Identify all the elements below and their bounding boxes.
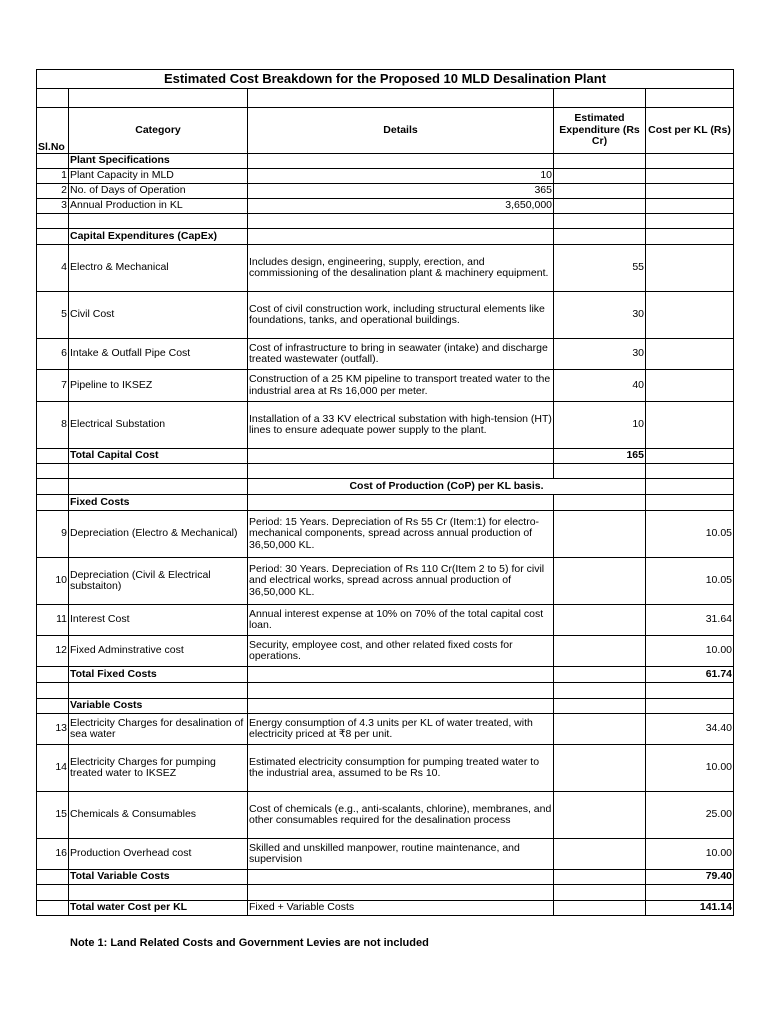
blank-row	[37, 89, 734, 108]
sl-no: 3	[37, 199, 69, 214]
header-cost-per-kl: Cost per KL (Rs)	[646, 108, 734, 154]
header-row	[37, 108, 734, 154]
details-cell: Installation of a 33 KV electrical substation with high-tension (HT) lines to ensure adequate power supply to the plant.	[248, 402, 554, 449]
sl-no: 2	[37, 184, 69, 199]
details-cell: 10	[248, 169, 554, 184]
blank-row	[37, 885, 734, 901]
total-fixed-label: Total Fixed Costs	[69, 667, 248, 683]
category-cell: Electricity Charges for pumping treated water to IKSEZ	[69, 745, 248, 792]
table-row	[37, 636, 734, 667]
sl-no: 4	[37, 245, 69, 292]
sl-no: 1	[37, 169, 69, 184]
grand-total-value: 141.14	[646, 901, 734, 916]
table-row	[37, 370, 734, 402]
table-row	[37, 511, 734, 558]
details-cell: Cost of chemicals (e.g., anti-scalants, chlorine), membranes, and other consumables required for the desalination process	[248, 792, 554, 839]
details-cell: Energy consumption of 4.3 units per KL of water treated, with electricity priced at ₹8 per unit.	[248, 714, 554, 745]
section-row	[37, 495, 734, 511]
details-cell: Estimated electricity consumption for pumping treated water to the industrial area, assumed to be Rs 10.	[248, 745, 554, 792]
sheet-title: Estimated Cost Breakdown for the Proposed 10 MLD Desalination Plant	[37, 70, 734, 89]
section-row	[37, 229, 734, 245]
total-variable-label: Total Variable Costs	[69, 870, 248, 885]
header-category: Category	[69, 108, 248, 154]
sl-no: 14	[37, 745, 69, 792]
sl-no: 10	[37, 558, 69, 605]
cost-breakdown-table	[36, 69, 734, 916]
table-row	[37, 292, 734, 339]
details-cell: 365	[248, 184, 554, 199]
category-cell: Chemicals & Consumables	[69, 792, 248, 839]
table-row	[37, 245, 734, 292]
category-cell: Electro & Mechanical	[69, 245, 248, 292]
sl-no: 6	[37, 339, 69, 370]
sl-no: 7	[37, 370, 69, 402]
section-label-variable: Variable Costs	[69, 699, 248, 714]
sl-no: 11	[37, 605, 69, 636]
grand-total-label: Total water Cost per KL	[69, 901, 248, 916]
category-cell: Intake & Outfall Pipe Cost	[69, 339, 248, 370]
cost-cell: 10.00	[646, 839, 734, 870]
cop-heading: Cost of Production (CoP) per KL basis.	[248, 479, 646, 495]
details-cell: Includes design, engineering, supply, erection, and commissioning of the desalination plant & machinery equipment.	[248, 245, 554, 292]
section-label-fixed: Fixed Costs	[69, 495, 248, 511]
sl-no: 15	[37, 792, 69, 839]
category-cell: Interest Cost	[69, 605, 248, 636]
grand-total-row	[37, 901, 734, 916]
section-label-plant-specs: Plant Specifications	[69, 154, 248, 169]
cost-cell: 10.00	[646, 636, 734, 667]
table-row	[37, 199, 734, 214]
table-row	[37, 745, 734, 792]
details-cell: 3,650,000	[248, 199, 554, 214]
footnote: Note 1: Land Related Costs and Government Levies are not included	[70, 937, 429, 949]
sl-no: 9	[37, 511, 69, 558]
category-cell: Pipeline to IKSEZ	[69, 370, 248, 402]
total-variable-value: 79.40	[646, 870, 734, 885]
category-cell: Electricity Charges for desalination of sea water	[69, 714, 248, 745]
table-row	[37, 184, 734, 199]
sl-no: 12	[37, 636, 69, 667]
cost-cell: 10.05	[646, 558, 734, 605]
cop-heading-row	[37, 479, 734, 495]
sl-no: 16	[37, 839, 69, 870]
table-row	[37, 339, 734, 370]
total-capital-label: Total Capital Cost	[69, 449, 248, 464]
category-cell: Civil Cost	[69, 292, 248, 339]
sl-no: 8	[37, 402, 69, 449]
cost-cell: 10.05	[646, 511, 734, 558]
details-cell: Security, employee cost, and other related fixed costs for operations.	[248, 636, 554, 667]
total-row	[37, 667, 734, 683]
category-cell: Electrical Substation	[69, 402, 248, 449]
category-cell: Plant Capacity in MLD	[69, 169, 248, 184]
table-row	[37, 792, 734, 839]
sl-no: 5	[37, 292, 69, 339]
blank-row	[37, 464, 734, 479]
grand-total-details: Fixed + Variable Costs	[248, 901, 554, 916]
details-cell: Skilled and unskilled manpower, routine maintenance, and supervision	[248, 839, 554, 870]
blank-row	[37, 214, 734, 229]
category-cell: Annual Production in KL	[69, 199, 248, 214]
details-cell: Period: 15 Years. Depreciation of Rs 55 Cr (Item:1) for electro-mechanical components, spread across annual production of 36,50,000 KL.	[248, 511, 554, 558]
blank-row	[37, 683, 734, 699]
details-cell: Cost of infrastructure to bring in seawater (intake) and discharge treated wastewater (outfall).	[248, 339, 554, 370]
table-row	[37, 558, 734, 605]
section-label-capex: Capital Expenditures (CapEx)	[69, 229, 248, 245]
header-slno: Sl.No	[37, 108, 69, 154]
header-details: Details	[248, 108, 554, 154]
category-cell: No. of Days of Operation	[69, 184, 248, 199]
total-fixed-value: 61.74	[646, 667, 734, 683]
total-row	[37, 449, 734, 464]
expenditure-cell: 10	[554, 402, 646, 449]
category-cell: Production Overhead cost	[69, 839, 248, 870]
section-row	[37, 699, 734, 714]
details-cell: Annual interest expense at 10% on 70% of the total capital cost loan.	[248, 605, 554, 636]
category-cell: Depreciation (Civil & Electrical substaiton)	[69, 558, 248, 605]
category-cell: Fixed Adminstrative cost	[69, 636, 248, 667]
cost-cell: 25.00	[646, 792, 734, 839]
sl-no: 13	[37, 714, 69, 745]
cost-cell: 34.40	[646, 714, 734, 745]
table-row	[37, 605, 734, 636]
expenditure-cell: 55	[554, 245, 646, 292]
table-row	[37, 714, 734, 745]
total-row	[37, 870, 734, 885]
expenditure-cell: 30	[554, 339, 646, 370]
table-row	[37, 402, 734, 449]
section-row	[37, 154, 734, 169]
details-cell: Period: 30 Years. Depreciation of Rs 110 Cr(Item 2 to 5) for civil and electrical works, spread across annual production of 36,50,000 KL.	[248, 558, 554, 605]
cost-cell: 31.64	[646, 605, 734, 636]
table-row	[37, 169, 734, 184]
total-capital-value: 165	[554, 449, 646, 464]
details-cell: Cost of civil construction work, including structural elements like foundations, tanks, and operational buildings.	[248, 292, 554, 339]
details-cell: Construction of a 25 KM pipeline to transport treated water to the industrial area at Rs 16,000 per meter.	[248, 370, 554, 402]
cost-cell: 10.00	[646, 745, 734, 792]
expenditure-cell: 40	[554, 370, 646, 402]
table-row	[37, 839, 734, 870]
expenditure-cell: 30	[554, 292, 646, 339]
title-row	[37, 70, 734, 89]
category-cell: Depreciation (Electro & Mechanical)	[69, 511, 248, 558]
header-expenditure: Estimated Expenditure (Rs Cr)	[554, 108, 646, 154]
